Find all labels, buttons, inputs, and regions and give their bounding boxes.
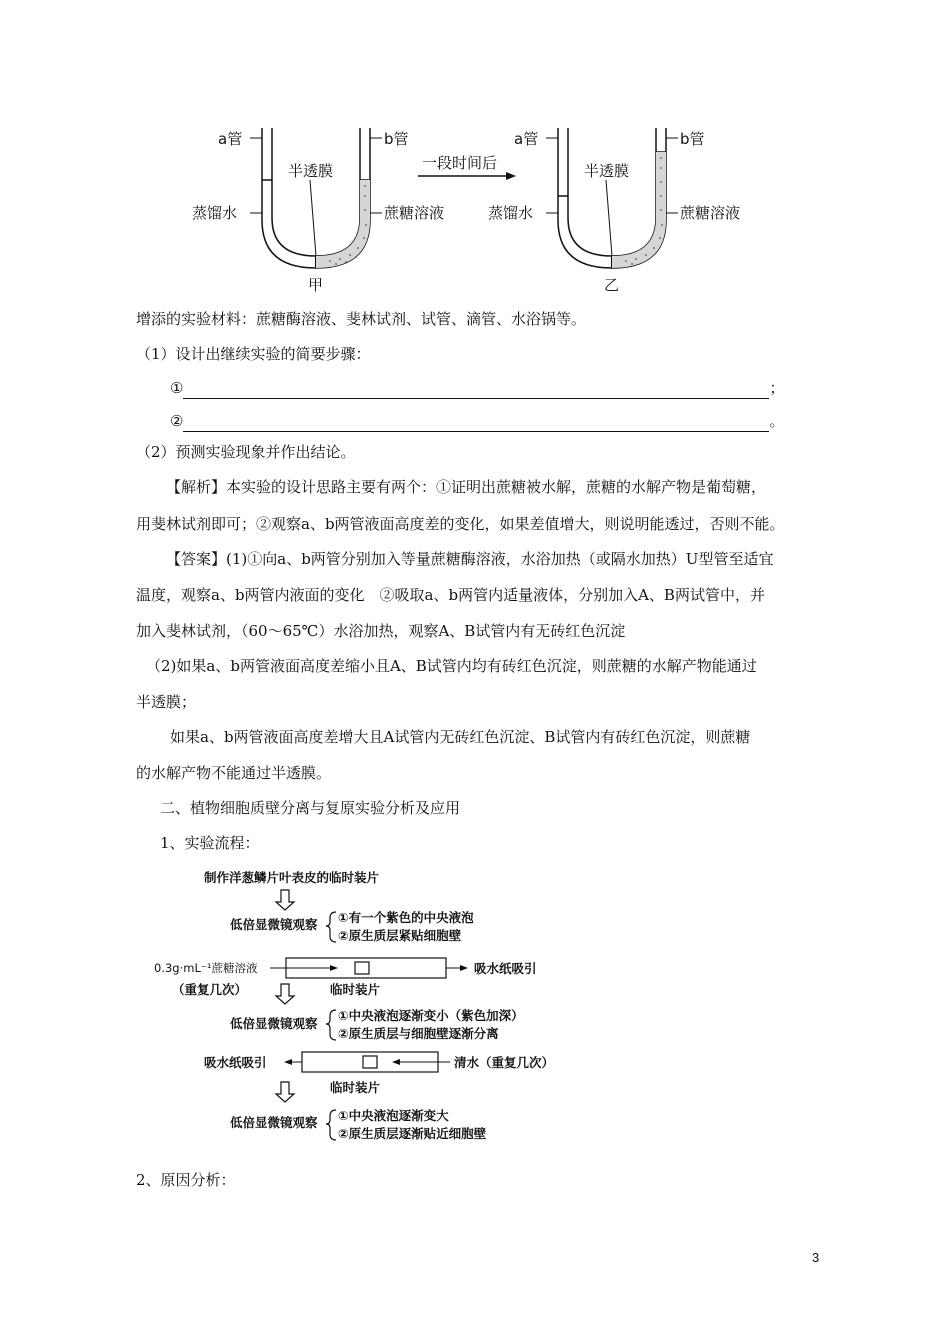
- brace-icon: [326, 1010, 336, 1040]
- slide-1-coverslip: [355, 962, 369, 974]
- subheading-1: 1、实验流程：: [160, 834, 260, 852]
- jia-left-liquid-label: 蒸馏水: [192, 204, 238, 222]
- step-1-blank[interactable]: [183, 382, 769, 399]
- yi-caption: 乙: [604, 276, 620, 294]
- subheading-2: 2、原因分析：: [136, 1171, 236, 1189]
- arrow-right-2-icon: [460, 965, 468, 971]
- obs3-item1: ①中央液泡逐渐变大: [338, 1108, 449, 1123]
- analysis-line-2: 用斐林试剂即可；②观察a、b两管液面高度差的变化，如果差值增大，则说明能透过，否则不能。: [136, 515, 785, 533]
- arrow-left-1-icon: [284, 1059, 292, 1065]
- repeat-1-label: （重复几次）: [172, 982, 248, 997]
- flow-title: 制作洋葱鳞片叶表皮的临时装片: [204, 870, 380, 885]
- down-arrow-icon: [276, 984, 294, 1004]
- step-1-mark: ①: [170, 379, 184, 397]
- answer-line-3: 加入斐林试剂，（60～65℃）水浴加热，观察A、B试管内有无砖红色沉淀: [136, 622, 626, 640]
- absorb-left-label: 吸水纸吸引: [204, 1055, 267, 1070]
- materials-text: 增添的实验材料：蔗糖酶溶液、斐林试剂、试管、滴管、水浴锅等。: [136, 310, 587, 328]
- yi-b-tube-label: b管: [680, 130, 705, 148]
- page-number: 3: [812, 1250, 820, 1265]
- jia-membrane-label: 半透膜: [288, 162, 334, 180]
- answer-line-4: （2)如果a、b两管液面高度差缩小且A、B试管内均有砖红色沉淀，则蔗糖的水解产物能通过: [146, 657, 757, 675]
- step-2-end: 。: [769, 412, 785, 430]
- answer-line-2: 温度，观察a、b两管内液面的变化 ②吸取a、b两管内适量液体，分别加入A、B两试管中，并: [136, 586, 765, 604]
- answer-line-1: 【答案】(1)①向a、b两管分别加入等量蔗糖酶溶液，水浴加热（或隔水加热）U型管至适宜: [166, 550, 774, 568]
- step-1-line: [170, 377, 784, 399]
- answer-line-6: 如果a、b两管液面高度差增大且A试管内无砖红色沉淀、B试管内有砖红色沉淀，则蔗糖: [170, 728, 751, 746]
- answer-line-7: 的水解产物不能通过半透膜。: [136, 764, 332, 782]
- slide-2-label: 临时装片: [330, 1080, 381, 1095]
- step-2-blank[interactable]: [183, 415, 769, 432]
- obs3-item2: ②原生质层逐渐贴近细胞壁: [338, 1126, 487, 1141]
- question-2: （2）预测实验现象并作出结论。: [136, 443, 356, 461]
- obs2-item1: ①中央液泡逐渐变小（紫色加深）: [338, 1008, 524, 1023]
- arrow-label: 一段时间后: [422, 154, 498, 172]
- obs2-item2: ②原生质层与细胞壁逐渐分离: [338, 1026, 499, 1041]
- yi-membrane-label: 半透膜: [584, 162, 630, 180]
- yi-a-tube-label: a管: [514, 130, 539, 148]
- yi-right-liquid-label: 蔗糖溶液: [680, 204, 741, 222]
- analysis-line-1: 【解析】本实验的设计思路主要有两个：①证明出蔗糖被水解，蔗糖的水解产物是葡萄糖，: [166, 478, 767, 496]
- jia-a-tube-label: a管: [218, 130, 243, 148]
- section-2-heading: 二、植物细胞质壁分离与复原实验分析及应用: [160, 799, 461, 817]
- plasmolysis-flowchart: [150, 864, 570, 1154]
- absorb-right-label: 吸水纸吸引: [474, 961, 537, 976]
- u-tube-figure: [190, 110, 780, 300]
- step-2-line: [170, 410, 784, 432]
- obs2-label: 低倍显微镜观察: [230, 1016, 318, 1031]
- brace-icon: [326, 912, 336, 942]
- water-label: 清水（重复几次）: [454, 1055, 555, 1070]
- brace-icon: [326, 1110, 336, 1140]
- obs1-item1: ①有一个紫色的中央液泡: [338, 910, 474, 925]
- down-arrow-icon: [276, 890, 294, 910]
- down-arrow-icon: [276, 1082, 294, 1102]
- yi-left-liquid-label: 蒸馏水: [488, 204, 534, 222]
- jia-b-tube-label: b管: [384, 130, 409, 148]
- answer-line-5: 半透膜；: [136, 693, 197, 711]
- question-1: （1）设计出继续实验的简要步骤：: [136, 345, 371, 363]
- obs1-label: 低倍显微镜观察: [230, 917, 318, 932]
- slide-1-label: 临时装片: [330, 982, 381, 997]
- jia-right-liquid-label: 蔗糖溶液: [384, 204, 445, 222]
- step-2-mark: ②: [170, 412, 184, 430]
- jia-caption: 甲: [308, 276, 324, 294]
- right-arrow-icon: [418, 172, 516, 180]
- slide-2-coverslip: [363, 1056, 377, 1068]
- step-1-end: ；: [769, 379, 785, 397]
- obs1-item2: ②原生质层紧贴细胞壁: [338, 928, 462, 943]
- obs3-label: 低倍显微镜观察: [230, 1115, 318, 1130]
- sucrose-label: 0.3g·mL⁻¹蔗糖溶液: [154, 961, 258, 975]
